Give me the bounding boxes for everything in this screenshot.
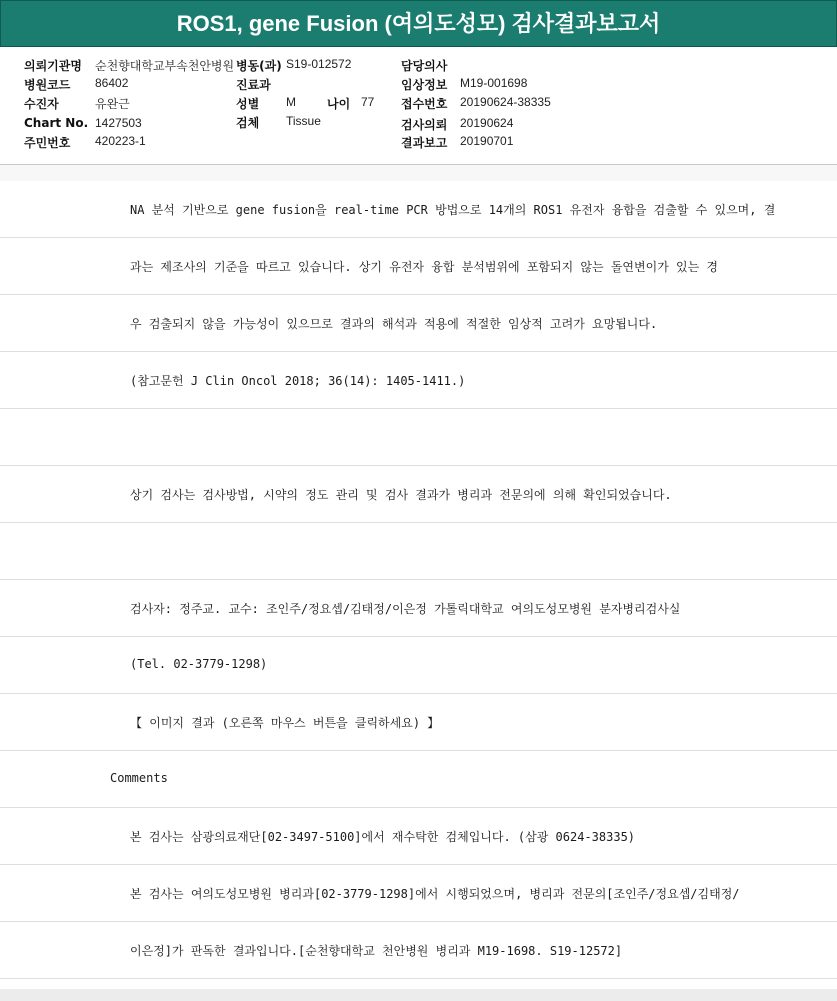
doctor-label: 담당의사 [401,59,448,73]
patient-info-panel [0,47,837,165]
specimen-value: Tissue [286,114,321,128]
report-date-value: 20190701 [460,134,514,148]
clinical-info-label: 임상정보 [401,78,448,92]
report-line-text: 상기 검사는 검사방법, 시약의 정도 관리 및 검사 결과가 병리과 전문의에 의해 확인되었습니다. [130,488,672,502]
institution-value: 순천향대학교부속천안병원 [95,59,235,73]
report-line [0,181,837,238]
hospital-code-label: 병원코드 [24,78,71,92]
report-line [0,865,837,922]
institution-label: 의뢰기관명 [24,59,82,73]
report-line [0,238,837,295]
ward-value: S19-012572 [286,57,352,71]
report-line-text: 본 검사는 여의도성모병원 병리과[02-3779-1298]에서 시행되었으며, 병리과 전문의[조인주/정요셉/김태정/ [130,887,740,901]
report-line [0,409,837,466]
report-line-text: (Tel. 02-3779-1298) [130,657,268,671]
report-line [0,637,837,694]
image-result-link[interactable]: 【 이미지 결과 (오른쪽 마우스 버튼을 클릭하세요) 】 [130,716,440,730]
clinical-info-value: M19-001698 [460,76,528,90]
report-line-text: (참고문헌 J Clin Oncol 2018; 36(14): 1405-1411.) [130,374,466,388]
report-date-label: 결과보고 [401,136,448,150]
report-line-text: NA 분석 기반으로 gene fusion을 real-time PCR 방법으로 14개의 ROS1 유전자 융합을 검출할 수 있으며, 결 [130,203,776,217]
report-line [0,466,837,523]
sex-value: M [286,95,296,109]
receipt-no-value: 20190624-38335 [460,95,551,109]
sex-label: 성별 [236,97,260,111]
bottom-scroll-band [0,989,837,1001]
age-label: 나이 [327,97,351,111]
resident-no-value: 420223-1 [95,134,146,148]
report-line [0,922,837,979]
report-line [0,808,837,865]
resident-no-label: 주민번호 [24,136,71,150]
patient-label: 수진자 [24,97,59,111]
chart-no-value: 1427503 [95,116,142,130]
image-result-line[interactable] [0,694,837,751]
receipt-no-label: 접수번호 [401,97,448,111]
report-body [0,181,837,979]
age-value: 77 [361,95,375,109]
report-line-text: 이은정]가 판독한 결과입니다.[순천향대학교 천안병원 병리과 M19-1698. S19-12572] [130,944,623,958]
report-line [0,352,837,409]
report-line-text: 우 검출되지 않을 가능성이 있으므로 결과의 해석과 적용에 적절한 임상적 고려가 요망됩니다. [130,317,658,331]
header-separator [0,165,837,181]
report-line [0,523,837,580]
report-title: ROS1, gene Fusion (여의도성모) 검사결과보고서 [0,0,837,47]
report-line-text: 검사자: 정주교. 교수: 조인주/정요셉/김태정/이은정 가톨릭대학교 여의도성모병원 분자병리검사실 [130,602,681,616]
ward-label: 병동(과) [236,59,282,73]
request-date-value: 20190624 [460,116,514,130]
report-line [0,751,837,808]
hospital-code-value: 86402 [95,76,129,90]
report-line [0,295,837,352]
comments-heading: Comments [110,771,168,785]
report-line-text: 과는 제조사의 기준을 따르고 있습니다. 상기 유전자 융합 분석범위에 포함되지 않는 돌연변이가 있는 경 [130,260,719,274]
department-label: 진료과 [236,78,271,92]
specimen-label: 검체 [236,116,260,130]
patient-value: 유완근 [95,97,130,111]
chart-no-label: Chart No. [24,116,89,130]
request-date-label: 검사의뢰 [401,118,448,132]
report-line-text: 본 검사는 삼광의료재단[02-3497-5100]에서 재수탁한 검체입니다. (삼광 0624-38335) [130,830,636,844]
report-line [0,580,837,637]
